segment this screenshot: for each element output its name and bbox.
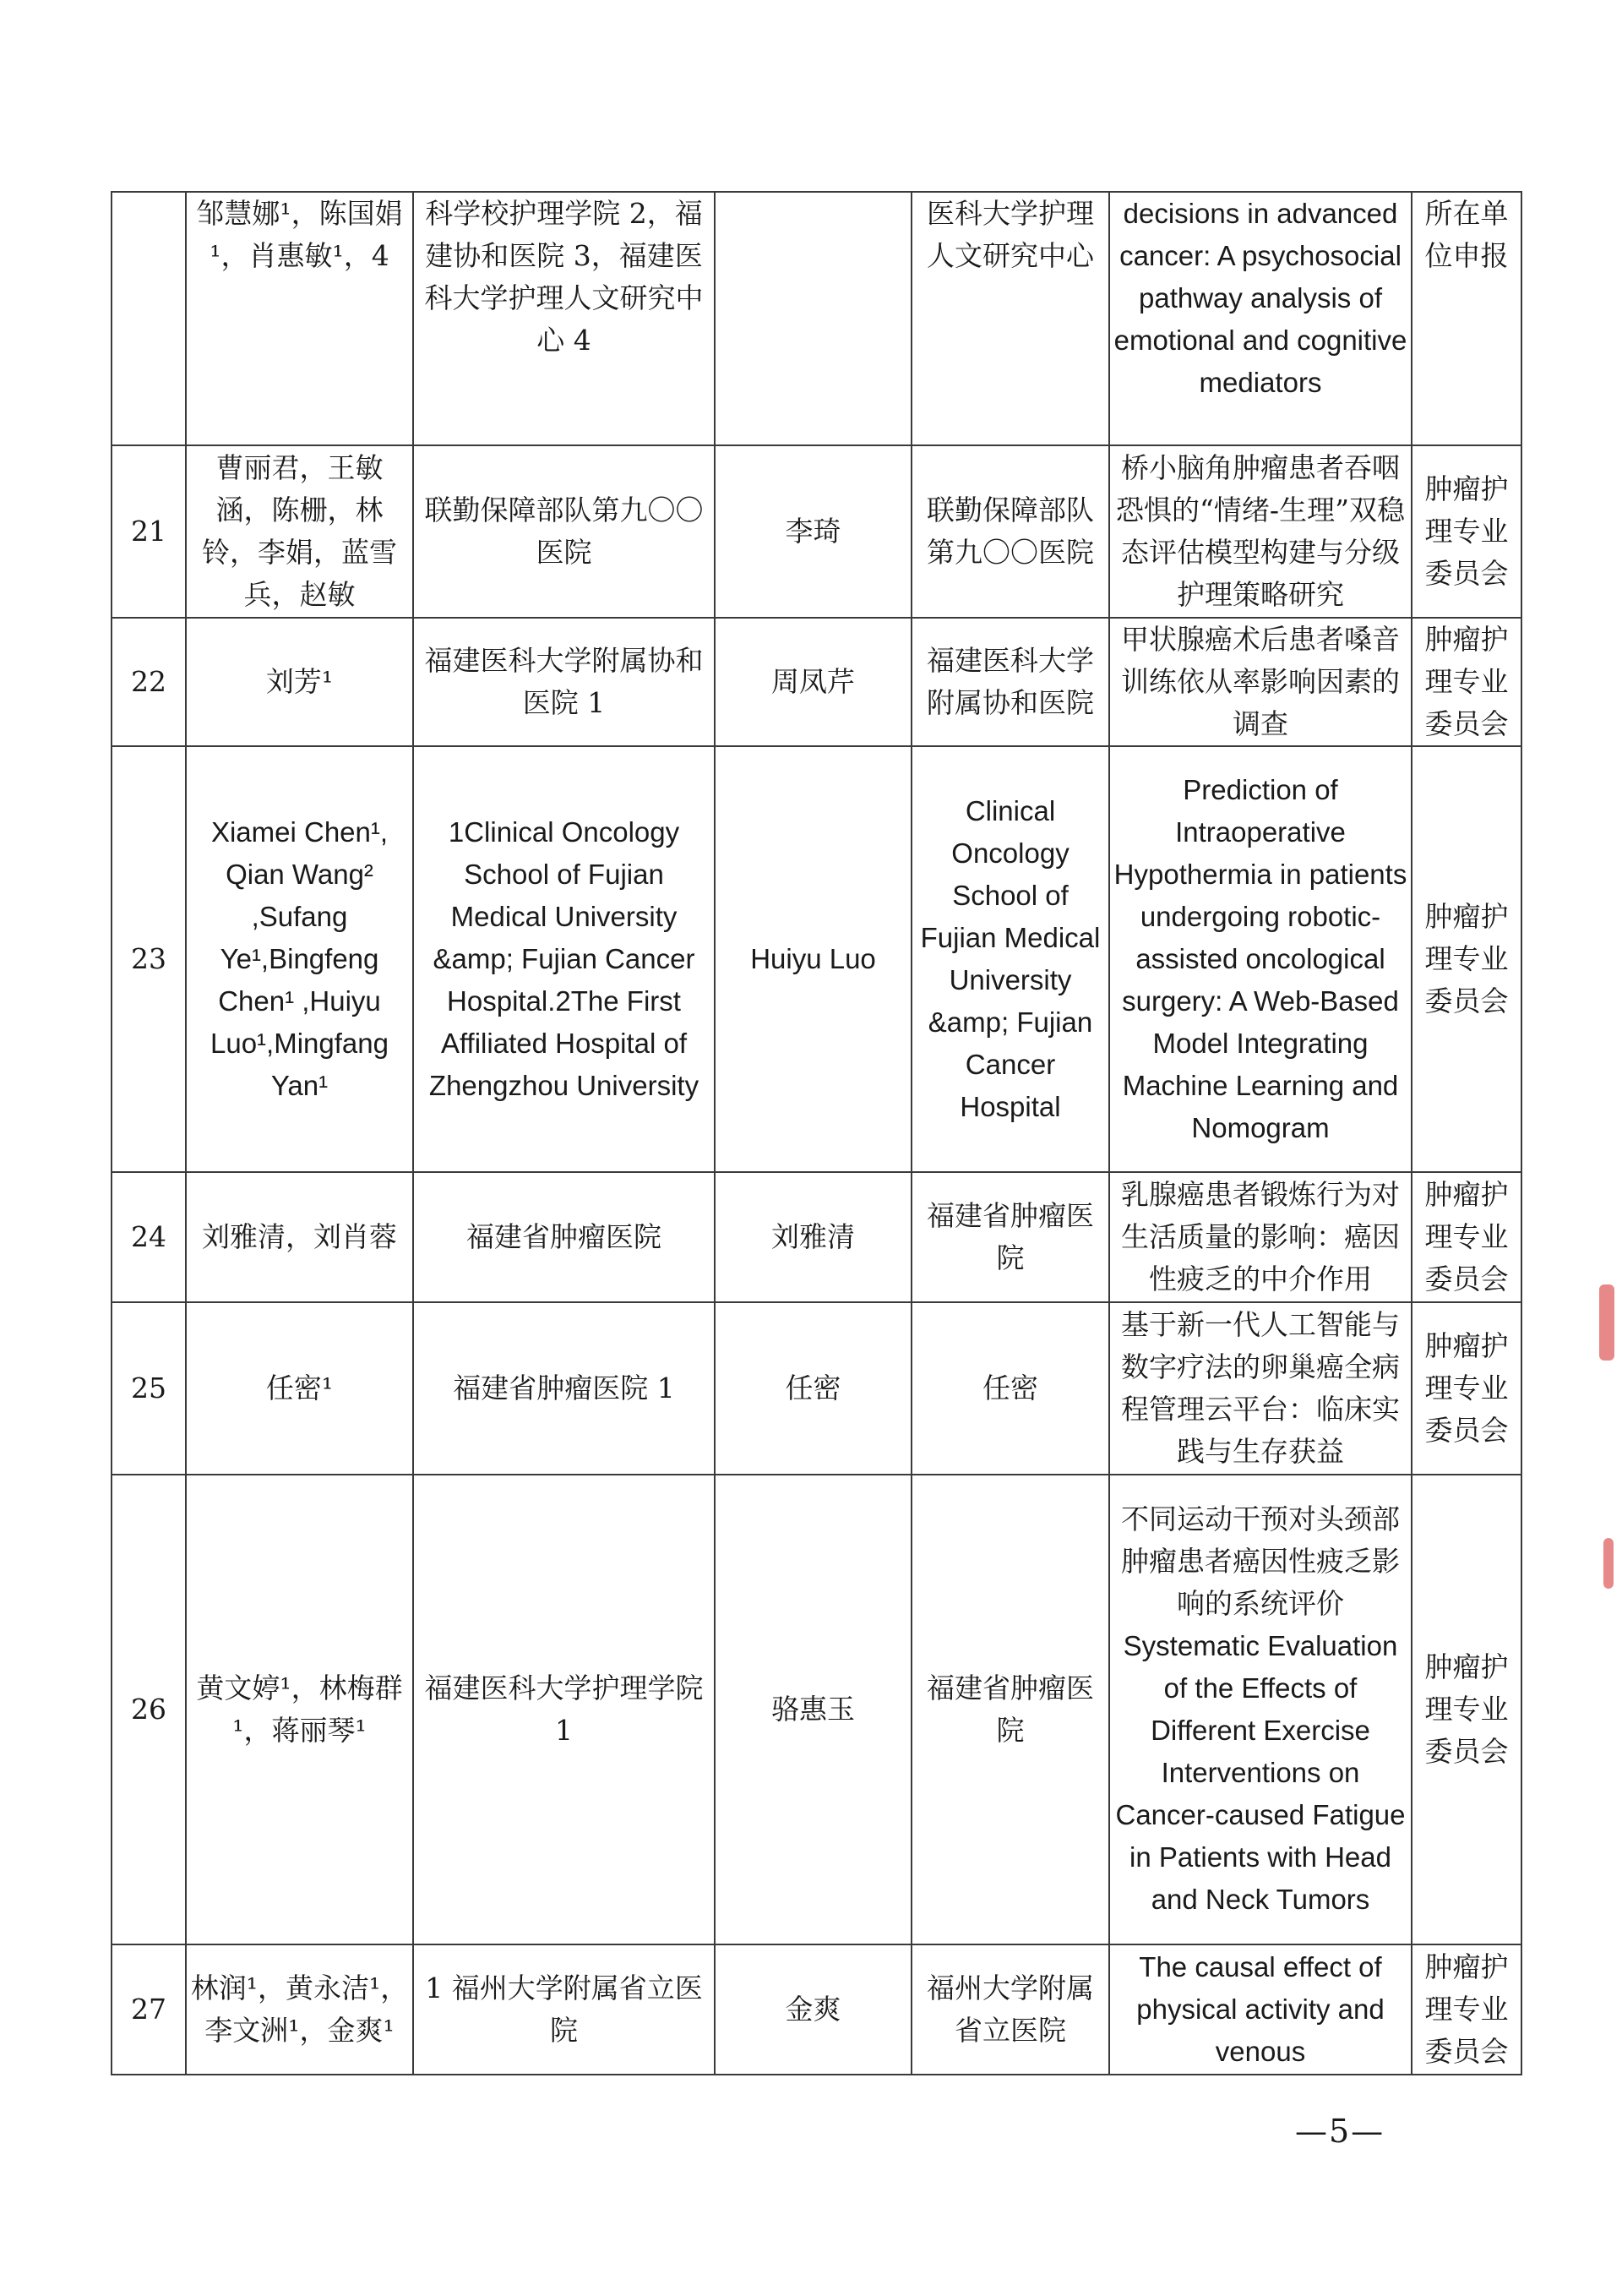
cell-authors: Xiamei Chen¹, Qian Wang² ,Sufang Ye¹,Bingfeng Chen¹ ,Huiyu Luo¹,Mingfang Yan¹ [186, 746, 413, 1172]
cell-title: 基于新一代人工智能与数字疗法的卵巢癌全病程管理云平台：临床实践与生存获益 [1109, 1302, 1412, 1475]
cell-corresponding-unit: 医科大学护理人文研究中心 [912, 192, 1109, 445]
cell-recommender: 肿瘤护理专业委员会 [1412, 1302, 1521, 1475]
cell-corresponding-unit: 联勤保障部队第九〇〇医院 [912, 445, 1109, 618]
award-list-table [111, 191, 1522, 2075]
cell-title: Prediction of Intraoperative Hypothermia in patients undergoing robotic-assisted oncological surgery: A Web-Based Model Integrating Machine Learning and Nomogram [1109, 746, 1412, 1172]
cell-recommender: 肿瘤护理专业委员会 [1412, 746, 1521, 1172]
cell-authors: 刘芳¹ [186, 618, 413, 746]
cell-units: 福建医科大学护理学院 1 [413, 1475, 715, 1944]
cell-recommender: 肿瘤护理专业委员会 [1412, 1172, 1521, 1302]
cell-no: 23 [112, 746, 186, 1172]
cell-no: 25 [112, 1302, 186, 1475]
cell-title: The causal effect of physical activity and venous [1109, 1944, 1412, 2075]
seal-edge-mark [1599, 1284, 1614, 1361]
cell-authors: 邹慧娜¹，陈国娟¹，肖惠敏¹，4 [186, 192, 413, 445]
table-row [112, 618, 1521, 746]
cell-recommender: 肿瘤护理专业委员会 [1412, 445, 1521, 618]
cell-title: 桥小脑角肿瘤患者吞咽恐惧的“情绪-生理”双稳态评估模型构建与分级护理策略研究 [1109, 445, 1412, 618]
cell-units: 福建省肿瘤医院 [413, 1172, 715, 1302]
cell-corresponding-unit: 福州大学附属省立医院 [912, 1944, 1109, 2075]
cell-title: 乳腺癌患者锻炼行为对生活质量的影响：癌因性疲乏的中介作用 [1109, 1172, 1412, 1302]
cell-recommender: 肿瘤护理专业委员会 [1412, 618, 1521, 746]
cell-authors: 林润¹，黄永洁¹，李文洲¹，金爽¹ [186, 1944, 413, 2075]
table-row [112, 1944, 1521, 2075]
cell-units: 福建省肿瘤医院 1 [413, 1302, 715, 1475]
cell-authors: 任密¹ [186, 1302, 413, 1475]
cell-corresponding-unit: 福建省肿瘤医院 [912, 1475, 1109, 1944]
cell-corresponding-author [715, 192, 912, 445]
table-row [112, 445, 1521, 618]
cell-title: 甲状腺癌术后患者嗓音训练依从率影响因素的调查 [1109, 618, 1412, 746]
cell-recommender: 肿瘤护理专业委员会 [1412, 1475, 1521, 1944]
table-row [112, 1172, 1521, 1302]
cell-corresponding-unit: 任密 [912, 1302, 1109, 1475]
cell-corresponding-author: 刘雅清 [715, 1172, 912, 1302]
cell-no: 22 [112, 618, 186, 746]
cell-authors: 黄文婷¹，林梅群¹，蒋丽琴¹ [186, 1475, 413, 1944]
table-row [112, 746, 1521, 1172]
page-number: —5— [1295, 2113, 1385, 2150]
cell-no [112, 192, 186, 445]
cell-corresponding-author: 任密 [715, 1302, 912, 1475]
cell-corresponding-unit: Clinical Oncology School of Fujian Medical University &amp; Fujian Cancer Hospital [912, 746, 1109, 1172]
seal-edge-mark [1603, 1538, 1614, 1589]
cell-recommender: 肿瘤护理专业委员会 [1412, 1944, 1521, 2075]
cell-no: 26 [112, 1475, 186, 1944]
cell-corresponding-author: 李琦 [715, 445, 912, 618]
cell-no: 21 [112, 445, 186, 618]
table-row [112, 1302, 1521, 1475]
cell-no: 24 [112, 1172, 186, 1302]
cell-authors: 曹丽君，王敏涵，陈栅，林铃，李娟，蓝雪兵，赵敏 [186, 445, 413, 618]
cell-corresponding-author: 骆惠玉 [715, 1475, 912, 1944]
cell-units: 1 福州大学附属省立医院 [413, 1944, 715, 2075]
cell-units: 联勤保障部队第九〇〇医院 [413, 445, 715, 618]
cell-corresponding-unit: 福建医科大学附属协和医院 [912, 618, 1109, 746]
cell-corresponding-author: 周凤芹 [715, 618, 912, 746]
cell-corresponding-author: Huiyu Luo [715, 746, 912, 1172]
table-row [112, 192, 1521, 445]
cell-corresponding-author: 金爽 [715, 1944, 912, 2075]
cell-authors: 刘雅清，刘肖蓉 [186, 1172, 413, 1302]
cell-recommender: 所在单位申报 [1412, 192, 1521, 445]
cell-title: decisions in advanced cancer: A psychosocial pathway analysis of emotional and cognitive mediators [1109, 192, 1412, 445]
cell-title: 不同运动干预对头颈部肿瘤患者癌因性疲乏影响的系统评价 Systematic Evaluation of the Effects of Different Exercise Interventions on Cancer-caused Fatigue in Patients with Head and Neck Tumors [1109, 1475, 1412, 1944]
cell-units: 1Clinical Oncology School of Fujian Medical University &amp; Fujian Cancer Hospital.2The First Affiliated Hospital of Zhengzhou University [413, 746, 715, 1172]
cell-units: 科学校护理学院 2，福建协和医院 3，福建医科大学护理人文研究中心 4 [413, 192, 715, 445]
cell-no: 27 [112, 1944, 186, 2075]
cell-units: 福建医科大学附属协和医院 1 [413, 618, 715, 746]
cell-corresponding-unit: 福建省肿瘤医院 [912, 1172, 1109, 1302]
table-row [112, 1475, 1521, 1944]
